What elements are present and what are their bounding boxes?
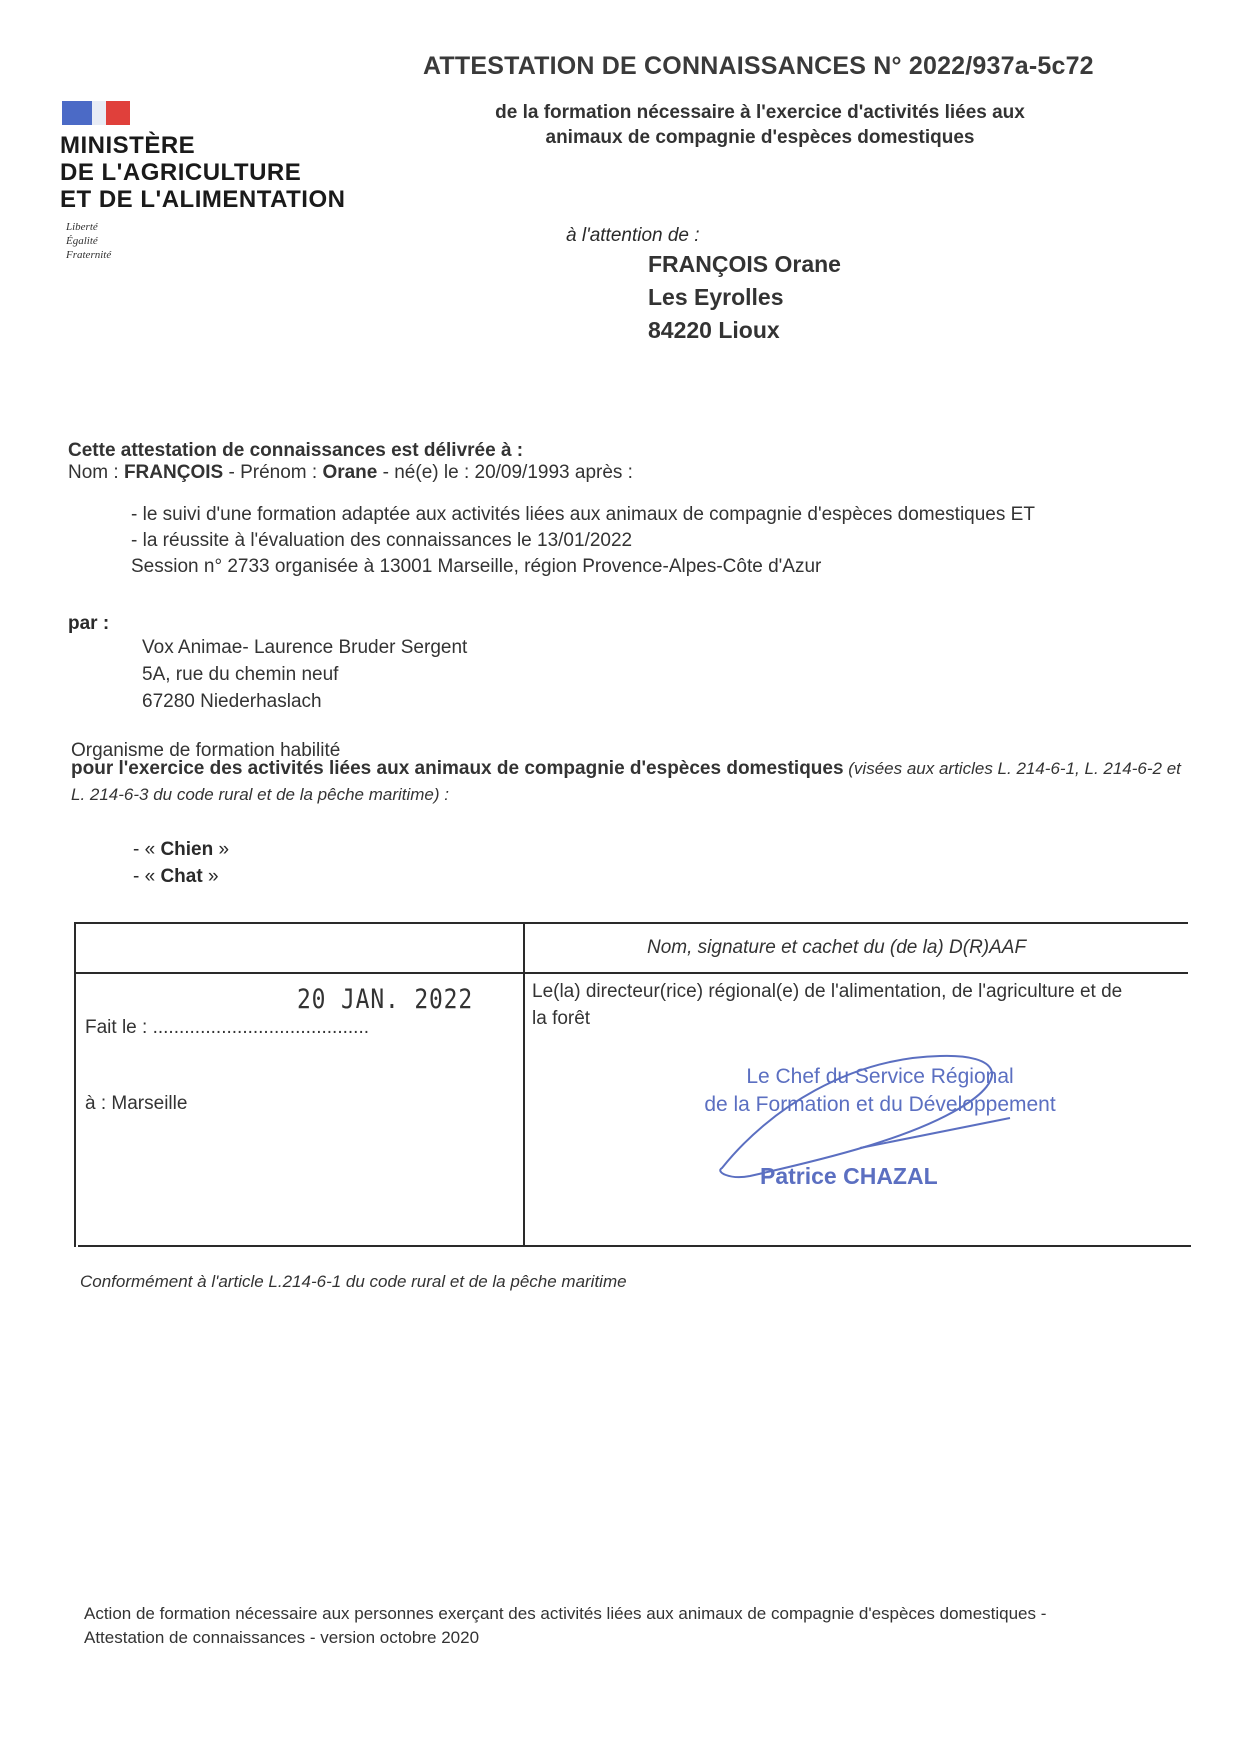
table-border-bottom bbox=[78, 1245, 1191, 1247]
species-list bbox=[133, 836, 229, 890]
motto-egalite: Égalité bbox=[66, 235, 98, 247]
organisme-name: Vox Animae- Laurence Bruder Sergent bbox=[142, 637, 468, 658]
session-info: Session n° 2733 organisée à 13001 Marseille, région Provence-Alpes-Côte d'Azur bbox=[131, 556, 822, 577]
document-title: ATTESTATION DE CONNAISSANCES N° 2022/937a-5c72 bbox=[423, 52, 1094, 80]
habilitation-scope bbox=[71, 756, 1181, 808]
ministry-line-2: DE L'AGRICULTURE bbox=[60, 159, 302, 186]
marianne-flag-icon bbox=[62, 101, 130, 125]
table-border-top bbox=[74, 922, 1188, 924]
ministry-line-3: ET DE L'ALIMENTATION bbox=[60, 186, 346, 213]
motto-liberte: Liberté bbox=[66, 221, 98, 233]
recipient-name: FRANÇOIS Orane bbox=[648, 251, 841, 277]
attention-label: à l'attention de : bbox=[566, 225, 700, 246]
habilitation-label: Organisme de formation habilité bbox=[71, 740, 341, 761]
table-border-left bbox=[74, 922, 76, 1247]
species-item-chien: - « Chien » bbox=[133, 839, 230, 860]
prenom-value: Orane bbox=[322, 462, 378, 483]
lieu-field: à : Marseille bbox=[85, 1093, 188, 1114]
seal-signatory-name: Patrice CHAZAL bbox=[760, 1163, 938, 1189]
par-label: par : bbox=[68, 613, 110, 634]
recipient-address-2: 84220 Lioux bbox=[648, 317, 780, 343]
seal-line-1: Le Chef du Service Régional bbox=[746, 1065, 1014, 1088]
conditions-list bbox=[131, 502, 1035, 580]
signature-header: Nom, signature et cachet du (de la) D(R)AAF bbox=[647, 937, 1027, 958]
date-stamp: 20 JAN. 2022 bbox=[297, 984, 474, 1015]
subtitle-line-2: animaux de compagnie d'espèces domestiques bbox=[545, 127, 975, 148]
articles-reference: (visées aux articles L. 214-6-1, L. 214-6-2 et L. 214-6-3 du code rural et de la pêche maritime) : bbox=[71, 759, 1181, 804]
ministry-line-1: MINISTÈRE bbox=[60, 132, 196, 159]
footer-line-2: Attestation de connaissances - version octobre 2020 bbox=[84, 1628, 480, 1647]
conformity-note: Conformément à l'article L.214-6-1 du code rural et de la pêche maritime bbox=[80, 1272, 627, 1291]
identity-line bbox=[68, 462, 633, 484]
footer bbox=[84, 1602, 1046, 1650]
director-title-line-2: la forêt bbox=[532, 1008, 591, 1029]
activities-text: pour l'exercice des activités liées aux animaux de compagnie d'espèces domestiques bbox=[71, 758, 844, 779]
organisme-city: 67280 Niederhaslach bbox=[142, 691, 322, 712]
director-title bbox=[532, 978, 1122, 1032]
subtitle-line-1: de la formation nécessaire à l'exercice d'activités liées aux bbox=[495, 102, 1025, 123]
director-title-line-1: Le(la) directeur(rice) régional(e) de l'alimentation, de l'agriculture et de bbox=[532, 981, 1123, 1002]
prenom-label: - Prénom : bbox=[223, 462, 323, 483]
organisme-address bbox=[142, 634, 467, 715]
document-subtitle bbox=[440, 100, 1080, 150]
condition-training: - le suivi d'une formation adaptée aux activités liées aux animaux de compagnie d'espèces domestiques ET bbox=[131, 504, 1035, 525]
signature-scribble-icon bbox=[710, 1048, 1130, 1188]
table-border-mid bbox=[74, 972, 1188, 974]
species-item-chat: - « Chat » bbox=[133, 866, 219, 887]
organisme-street: 5A, rue du chemin neuf bbox=[142, 664, 339, 685]
seal-line-2: de la Formation et du Développement bbox=[704, 1093, 1056, 1116]
footer-line-1: Action de formation nécessaire aux personnes exerçant des activités liées aux animaux de compagnie d'espèces domestiques - bbox=[84, 1604, 1047, 1623]
condition-evaluation: - la réussite à l'évaluation des connaissances le 13/01/2022 bbox=[131, 530, 633, 551]
delivery-heading: Cette attestation de connaissances est délivrée à : bbox=[68, 440, 524, 461]
ministry-logo bbox=[60, 132, 345, 213]
table-border-center bbox=[523, 922, 525, 1247]
fait-le-field: Fait le : ......................................... bbox=[85, 1017, 370, 1038]
recipient-block bbox=[648, 248, 841, 347]
nom-label: Nom : bbox=[68, 462, 124, 483]
nom-value: FRANÇOIS bbox=[123, 462, 224, 483]
republic-motto bbox=[66, 220, 111, 262]
birth-date: - né(e) le : 20/09/1993 après : bbox=[377, 462, 633, 483]
recipient-address-1: Les Eyrolles bbox=[648, 284, 784, 310]
motto-fraternite: Fraternité bbox=[66, 249, 112, 261]
